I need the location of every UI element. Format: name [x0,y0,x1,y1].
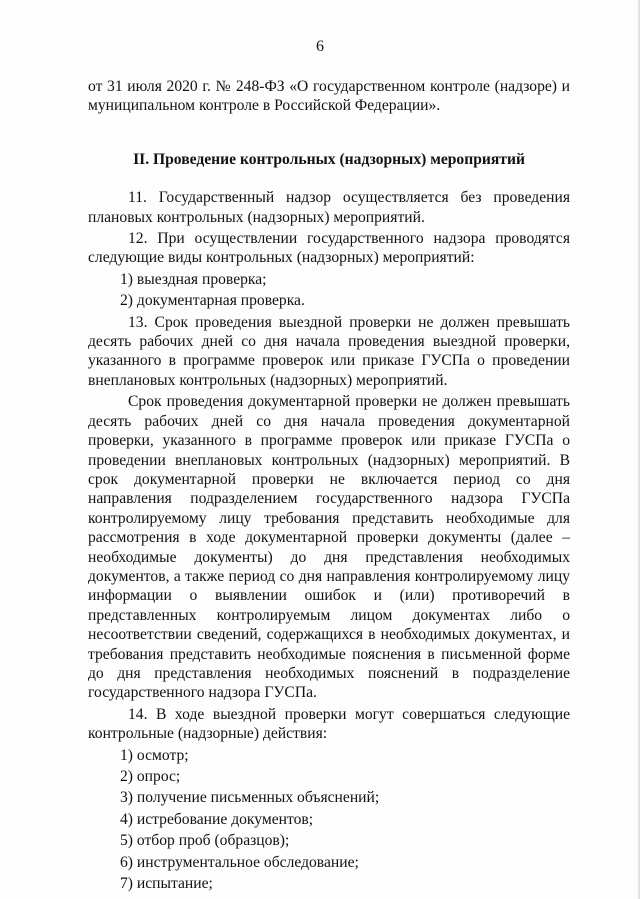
action-item: 2) опрос; [120,768,181,785]
page-number: 6 [316,38,324,55]
document-body [88,77,570,893]
paragraph-13: 13. Срок проведения выездной проверки не должен превышать десять рабочих дней со дня начала проведения выездной проверки, указанного в программе проверок или приказе ГУСПа о проведении внеплановых контрольных (надзорных) мероприятий. [88,313,570,389]
action-item: 4) истребование документов; [120,810,314,828]
action-item: 6) инструментальное обследование; [120,853,359,871]
paragraph-11: 11. Государственный надзор осуществляется без проведения плановых контрольных (надзорных) мероприятий. [88,189,570,226]
action-item: 5) отбор проб (образцов); [120,832,290,850]
paragraph-12: 12. При осуществлении государственного надзора проводятся следующие виды контрольных (надзорных) мероприятий: [88,230,570,267]
inspection-type-item: 1) выездная проверка; [120,270,267,288]
action-item: 7) испытание; [120,875,213,893]
section-heading: II. Проведение контрольных (надзорных) мероприятий [133,150,525,168]
intro-paragraph: от 31 июля 2020 г. № 248-ФЗ «О государственном контроле (надзоре) и муниципальном контроле в Российской Федерации». [88,78,570,115]
paragraph-13-continued: Срок проведения документарной проверки не должен превышать десять рабочих дней со дня начала проведения документарной проверки, указанного в программе проверок или приказе ГУСПа о проведении внеплановых контрольных (надзорных) мероприятий. В срок документарной проверки не включается период со дня направления подразделением государственного надзора ГУСПа контролируемому лицу требования представить необходимые для рассмотрения в ходе документарной проверки документы (далее – необходимые документы) до дня представления необходимых документов, а также период со дня направления контролируемому лицу информации о выявлении ошибок и (или) противоречий в представленных контролируемым лицом документах либо о несоответствии сведений, содержащихся в необходимых документах, и требования представить необходимые пояснения в письменной форме до дня представления необходимых пояснений в подразделение государственного надзора ГУСПа. [88,393,570,702]
action-item: 3) получение письменных объяснений; [120,789,380,807]
paragraph-14: 14. В ходе выездной проверки могут совершаться следующие контрольные (надзорные) действия: [88,705,570,743]
action-item: 1) осмотр; [120,746,189,764]
inspection-type-item: 2) документарная проверка. [120,292,305,310]
